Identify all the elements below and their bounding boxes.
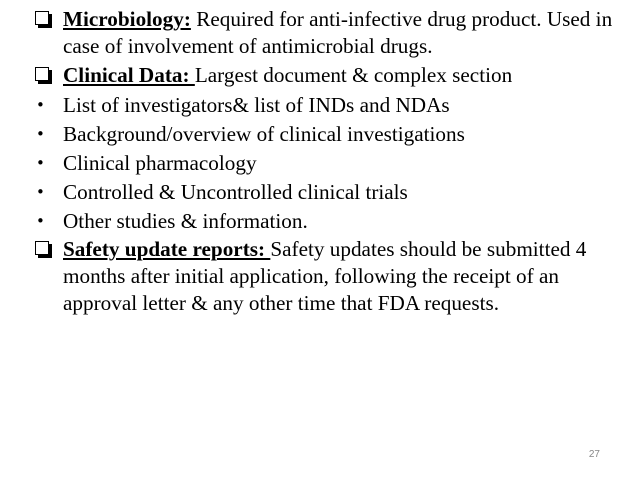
list-item [35, 150, 625, 177]
microbiology-heading: Microbiology: [63, 7, 191, 31]
list-item [35, 208, 625, 235]
bullet-dot-icon: • [36, 95, 45, 114]
square-bullet-icon [35, 241, 49, 255]
bullet-dot-icon: • [36, 183, 45, 202]
clinical-text: Largest document & complex section [194, 63, 513, 88]
bullet-dot-icon: • [36, 154, 45, 173]
page-number: 27 [588, 449, 600, 460]
list-item-text: List of investigators& list of INDs and NDAs [63, 92, 450, 117]
square-bullet-icon [35, 67, 49, 81]
list-item [35, 92, 625, 119]
list-item-text: Clinical pharmacology [63, 151, 257, 176]
list-item [35, 179, 625, 206]
safety-text: Safety updates should be submitted 4 months after initial application, following the receipt of an approval letter & any other time that FDA requests. [63, 236, 587, 316]
slide-body [35, 6, 625, 317]
square-bullet-icon [35, 11, 49, 25]
safety-heading: Safety update reports: [63, 236, 271, 261]
list-item [35, 121, 625, 148]
microbiology-text: Required for anti-infective drug product. Used in case of involvement of antimicrobial drugs. [63, 7, 613, 59]
list-item-text: Background/overview of clinical investigations [63, 121, 465, 146]
section-clinical-data [35, 62, 625, 89]
list-item-text: Controlled & Uncontrolled clinical trials [63, 180, 408, 205]
clinical-heading: Clinical Data: [63, 63, 195, 88]
bullet-dot-icon: • [36, 212, 45, 231]
section-safety-update [35, 236, 625, 318]
bullet-dot-icon: • [36, 124, 45, 143]
section-microbiology [35, 6, 625, 60]
list-item-text: Other studies & information. [63, 209, 308, 234]
